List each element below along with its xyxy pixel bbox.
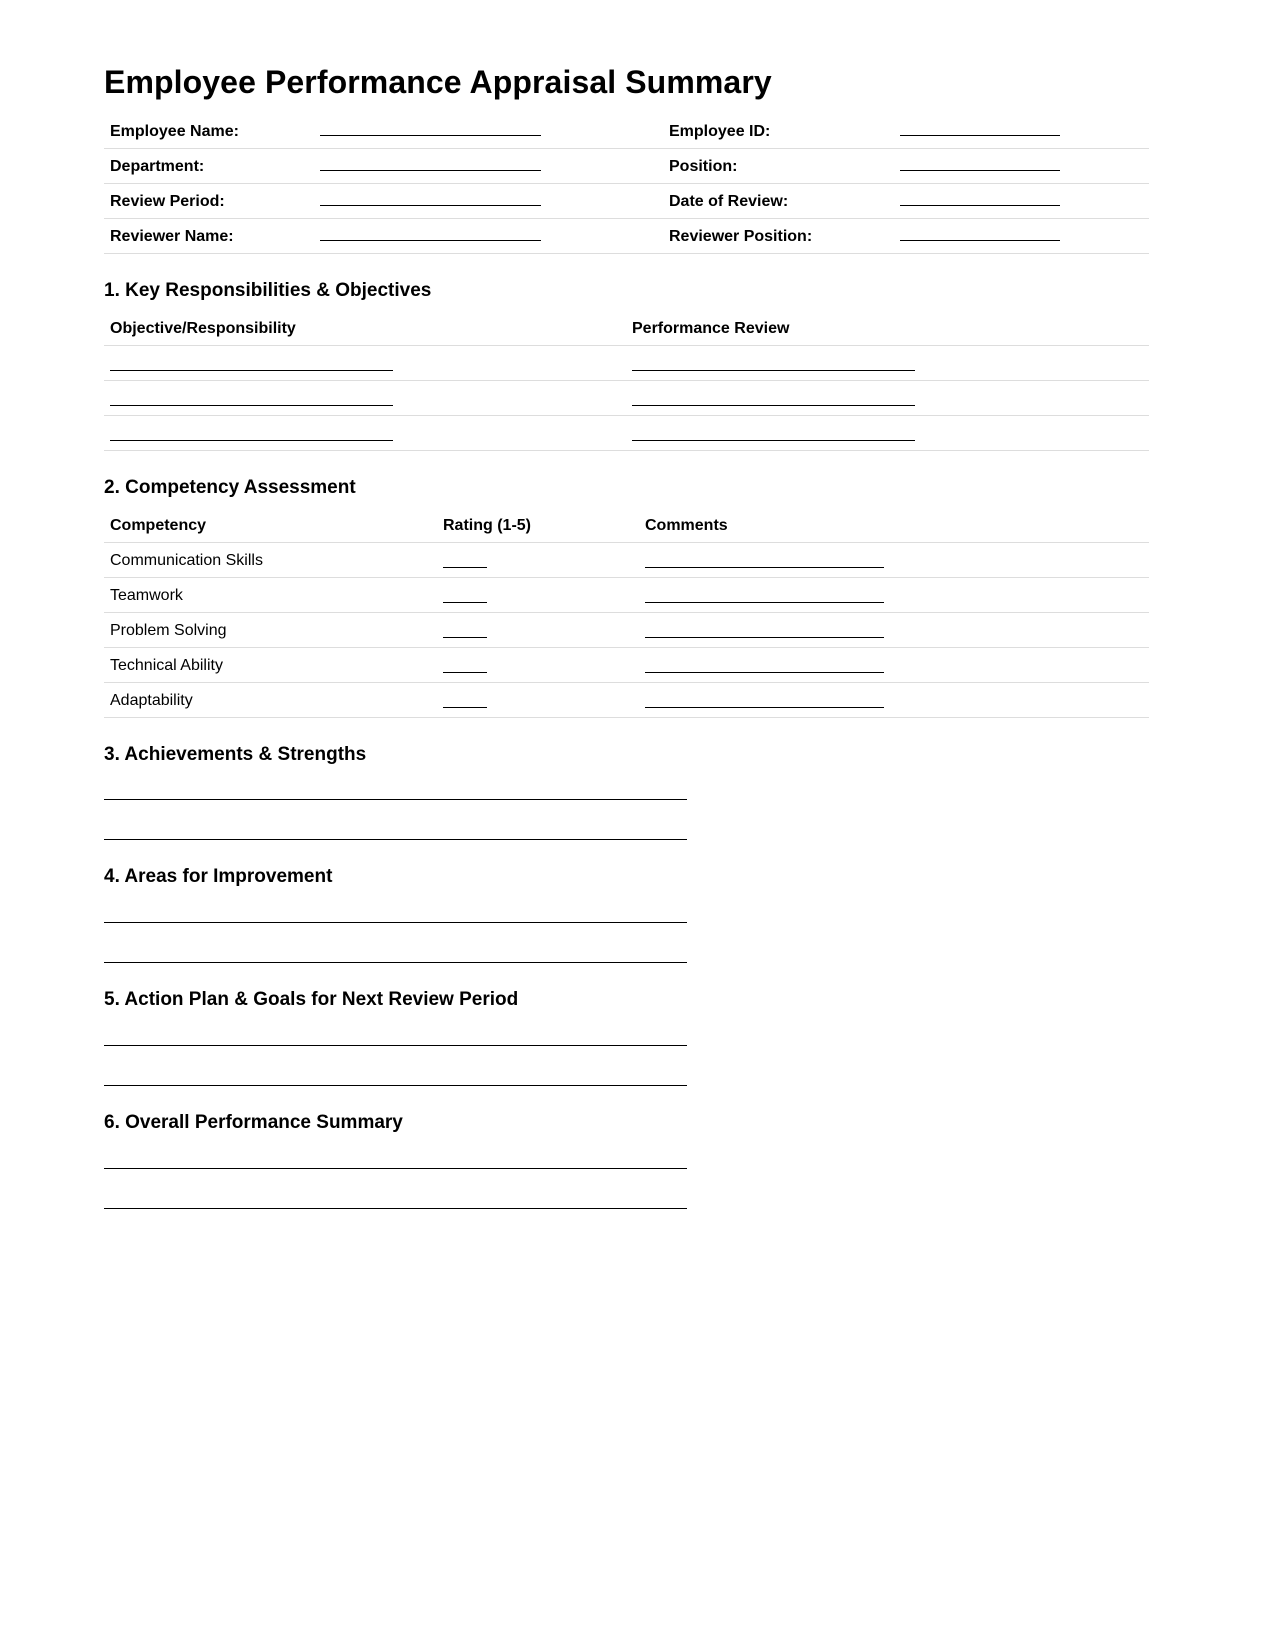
reviewer-position-label: Reviewer Position: — [669, 228, 813, 245]
employee-id-field[interactable] — [900, 122, 1060, 136]
text-line[interactable] — [104, 800, 687, 840]
competency-name: Adaptability — [110, 691, 193, 709]
table-header-row — [104, 508, 1149, 543]
page-title: Employee Performance Appraisal Summary — [104, 64, 772, 100]
info-row — [104, 149, 1149, 184]
info-row — [104, 114, 1149, 149]
objective-field[interactable] — [110, 393, 393, 406]
info-row — [104, 184, 1149, 219]
competency-name: Problem Solving — [110, 621, 227, 639]
date-of-review-field[interactable] — [900, 192, 1060, 206]
section-4 — [104, 866, 1149, 963]
comments-field[interactable] — [645, 625, 884, 638]
performance-review-column-header: Performance Review — [632, 319, 790, 337]
text-line[interactable] — [104, 889, 687, 923]
comments-field[interactable] — [645, 695, 884, 708]
text-line[interactable] — [104, 1135, 687, 1169]
competency-name: Communication Skills — [110, 551, 263, 569]
section-4-title: 4. Areas for Improvement — [104, 866, 333, 888]
section-3-title: 3. Achievements & Strengths — [104, 743, 367, 765]
rating-column-header: Rating (1-5) — [443, 516, 531, 534]
table-row — [104, 346, 1149, 381]
rating-field[interactable] — [443, 660, 487, 673]
reviewer-name-field[interactable] — [320, 227, 541, 241]
action-plan-lines — [104, 1012, 687, 1086]
text-line[interactable] — [104, 1012, 687, 1046]
objective-column-header: Objective/Responsibility — [110, 319, 296, 337]
employee-info-table — [104, 114, 1149, 254]
section-5 — [104, 989, 1149, 1086]
performance-review-field[interactable] — [632, 358, 915, 371]
table-row — [104, 381, 1149, 416]
performance-review-field[interactable] — [632, 393, 915, 406]
position-label: Position: — [669, 158, 738, 175]
table-header-row — [104, 311, 1149, 346]
rating-field[interactable] — [443, 555, 487, 568]
competency-table — [104, 508, 1149, 718]
comments-column-header: Comments — [645, 516, 728, 534]
improvement-lines — [104, 889, 687, 963]
reviewer-position-field[interactable] — [900, 227, 1060, 241]
employee-name-field[interactable] — [320, 122, 541, 136]
section-6-title: 6. Overall Performance Summary — [104, 1111, 403, 1133]
employee-id-label: Employee ID: — [669, 123, 771, 140]
rating-field[interactable] — [443, 625, 487, 638]
review-period-label: Review Period: — [110, 193, 225, 210]
objectives-table — [104, 311, 1149, 451]
text-line[interactable] — [104, 1169, 687, 1209]
section-1-title: 1. Key Responsibilities & Objectives — [104, 280, 432, 301]
performance-review-field[interactable] — [632, 428, 915, 441]
date-of-review-label: Date of Review: — [669, 193, 789, 210]
department-field[interactable] — [320, 157, 541, 171]
table-row — [104, 648, 1149, 683]
table-row — [104, 578, 1149, 613]
competency-name: Technical Ability — [110, 656, 223, 674]
objective-field[interactable] — [110, 358, 393, 371]
rating-field[interactable] — [443, 695, 487, 708]
comments-field[interactable] — [645, 555, 884, 568]
position-field[interactable] — [900, 157, 1060, 171]
form-content — [104, 62, 1149, 1209]
section-5-title: 5. Action Plan & Goals for Next Review Period — [104, 989, 519, 1011]
rating-field[interactable] — [443, 590, 487, 603]
comments-field[interactable] — [645, 590, 884, 603]
achievements-lines — [104, 766, 687, 840]
section-2-title: 2. Competency Assessment — [104, 476, 356, 498]
table-row — [104, 416, 1149, 451]
text-line[interactable] — [104, 766, 687, 800]
summary-lines — [104, 1135, 687, 1209]
competency-name: Teamwork — [110, 586, 183, 604]
competency-column-header: Competency — [110, 516, 207, 534]
objective-field[interactable] — [110, 428, 393, 441]
text-line[interactable] — [104, 1046, 687, 1086]
comments-field[interactable] — [645, 660, 884, 673]
section-3 — [104, 744, 1149, 841]
table-row — [104, 543, 1149, 578]
review-period-field[interactable] — [320, 192, 541, 206]
reviewer-name-label: Reviewer Name: — [110, 228, 234, 245]
info-row — [104, 219, 1149, 254]
section-6 — [104, 1112, 1149, 1209]
department-label: Department: — [110, 158, 205, 175]
table-row — [104, 683, 1149, 718]
table-row — [104, 613, 1149, 648]
employee-name-label: Employee Name: — [110, 123, 239, 140]
text-line[interactable] — [104, 923, 687, 963]
